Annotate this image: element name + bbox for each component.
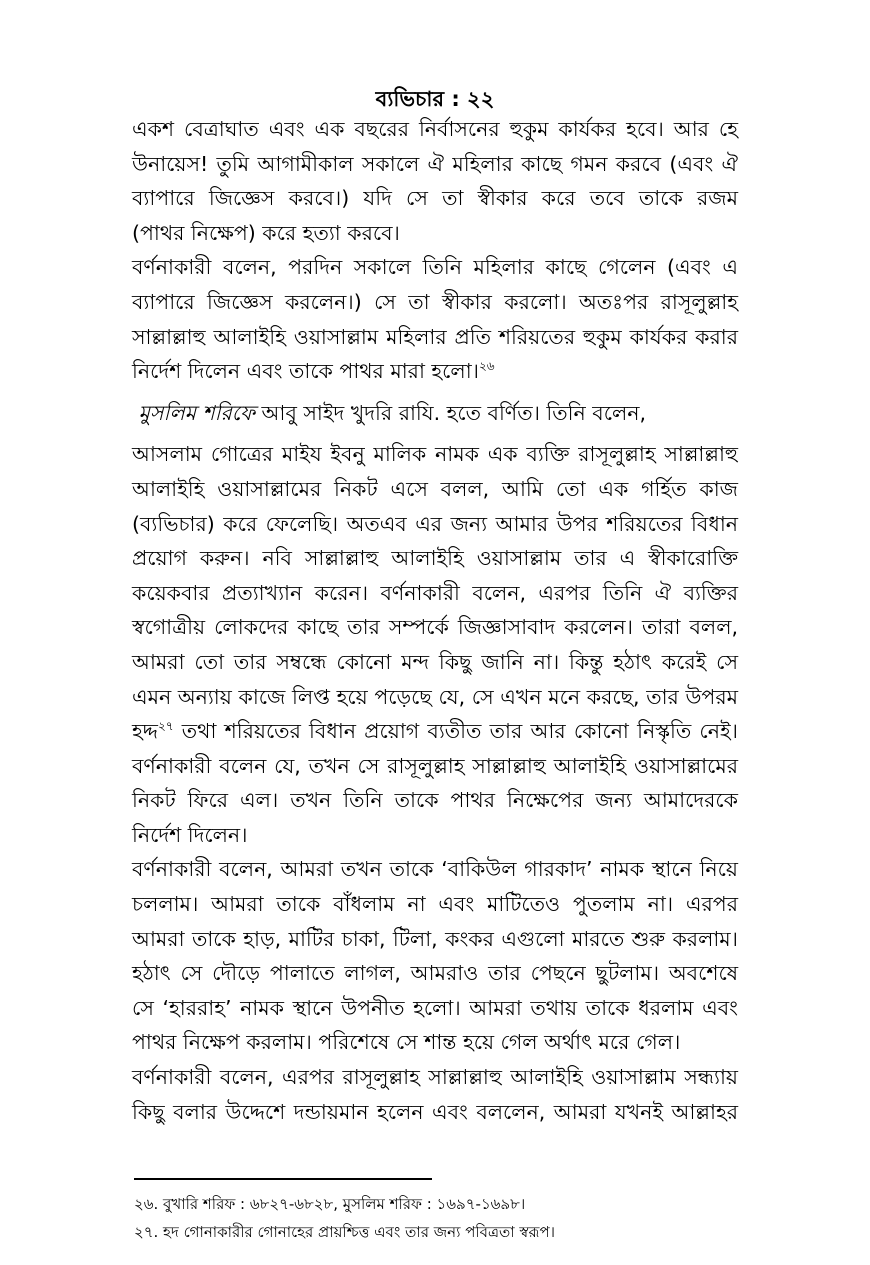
text-line: বর্ণনাকারী বলেন, পরদিন সকালে তিনি মহিলার কাছে গেলেন (এবং এ xyxy=(132,255,738,280)
text-line: উনায়েস! তুমি আগামীকাল সকালে ঐ মহিলার কাছে গমন করবে (এবং ঐ xyxy=(132,151,738,176)
text-line xyxy=(132,396,738,431)
text-line: ব্যাপারে জিজ্ঞেস করবে।) যদি সে তা স্বীকার করে তবে তাকে রজম xyxy=(132,186,738,211)
footnotes xyxy=(134,1190,555,1246)
text-line: চললাম। আমরা তাকে বাঁধলাম না এবং মাটিতেও পুতলাম না। এরপর xyxy=(132,892,738,917)
text-line: (পাথর নিক্ষেপ) করে হত্যা করবে। xyxy=(132,220,400,245)
text-line-content: নির্দেশ দিলেন এবং তাকে পাথর মারা হলো। xyxy=(132,359,479,384)
text-line: আলাইহি ওয়াসাল্লামের নিকট এসে বলল, আমি তো এক গর্হিত কাজ xyxy=(132,476,738,501)
footnote-ref-27: ২৭ xyxy=(157,719,174,734)
text-line-content: আবু সাইদ খুদরি রাযি. হতে বর্ণিত। তিনি বলেন, xyxy=(261,400,646,425)
text-line: নিকট ফিরে এল। তখন তিনি তাকে পাথর নিক্ষেপের জন্য আমাদেরকে xyxy=(132,788,738,813)
text-line xyxy=(132,354,738,389)
text-line: আমরা তো তার সম্বন্ধে কোনো মন্দ কিছু জানি না। কিন্তু হঠাৎ করেই সে xyxy=(132,649,738,674)
text-line: বর্ণনাকারী বলেন, এরপর রাসূলুল্লাহ সাল্লাল্লাহু আলাইহি ওয়াসাল্লাম সন্ধ্যায় xyxy=(132,1065,738,1090)
text-line: সে ‘হাররাহ’ নামক স্থানে উপনীত হলো। আমরা তথায় তাকে ধরলাম এবং xyxy=(132,995,738,1020)
text-line-content: হদ্দ xyxy=(132,719,158,744)
text-line: নির্দেশ দিলেন। xyxy=(132,822,248,847)
text-line: আসলাম গোত্রের মাইয ইবনু মালিক নামক এক ব্যক্তি রাসূলুল্লাহ সাল্লাল্লাহু xyxy=(132,442,738,467)
text-line: কিছু বলার উদ্দেশে দন্ডায়মান হলেন এবং বললেন, আমরা যখনই আল্লাহর xyxy=(132,1099,738,1124)
text-line: এমন অন্যায় কাজে লিপ্ত হয়ে পড়েছে যে, সে এখন মনে করছে, তার উপরম xyxy=(132,684,738,709)
text-line: বর্ণনাকারী বলেন যে, তখন সে রাসূলুল্লাহ সাল্লাল্লাহু আলাইহি ওয়াসাল্লামের xyxy=(132,753,738,778)
text-line: প্রয়োগ করুন। নবি সাল্লাল্লাহু আলাইহি ওয়াসাল্লাম তার এ স্বীকারোক্তি xyxy=(132,546,738,571)
text-line: আমরা তাকে হাড়, মাটির চাকা, টিলা, কংকর এগুলো মারতে শুরু করলাম। xyxy=(132,926,738,951)
text-line: বর্ণনাকারী বলেন, আমরা তখন তাকে ‘বাকিউল গারকাদ’ নামক স্থানে নিয়ে xyxy=(132,857,738,882)
text-line: হঠাৎ সে দৌড়ে পালাতে লাগল, আমরাও তার পেছনে ছুটলাম। অবশেষে xyxy=(132,961,738,986)
source-title: মুসলিম শরিফে xyxy=(138,400,255,425)
text-line: (ব্যভিচার) করে ফেলেছি। অতএব এর জন্য আমার উপর শরিয়তের বিধান xyxy=(132,511,738,536)
text-line: পাথর নিক্ষেপ করলাম। পরিশেষে সে শান্ত হয়ে গেল অর্থাৎ মরে গেল। xyxy=(132,1030,681,1055)
footnote-27: ২৭. হদ গোনাকারীর গোনাহের প্রায়শ্চিত্ত এবং তার জন্য পবিত্রতা স্বরূপ। xyxy=(134,1223,556,1241)
text-line: ব্যাপারে জিজ্ঞেস করলেন।) সে তা স্বীকার করলো। অতঃপর রাসূলুল্লাহ xyxy=(132,289,738,314)
body-text xyxy=(132,112,738,1129)
text-line: স্বগোত্রীয় লোকদের কাছে তার সম্পর্কে জিজ্ঞাসাবাদ করলেন। তারা বলল, xyxy=(132,615,738,640)
text-line xyxy=(132,714,738,749)
text-line: কয়েকবার প্রত্যাখ্যান করেন। বর্ণনাকারী বলেন, এরপর তিনি ঐ ব্যক্তির xyxy=(132,580,738,605)
page-header: ব্যভিচার : ২২ xyxy=(375,87,495,111)
text-line-content: তথা শরিয়তের বিধান প্রয়োগ ব্যতীত তার আর কোনো নিস্কৃতি নেই। xyxy=(181,719,738,744)
text-line: সাল্লাল্লাহু আলাইহি ওয়াসাল্লাম মহিলার প্রতি শরিয়তের হুকুম কার্যকর করার xyxy=(132,324,738,349)
text-line: একশ বেত্রাঘাত এবং এক বছরের নির্বাসনের হুকুম কার্যকর হবে। আর হে xyxy=(132,117,738,141)
footnote-ref-26: ২৬ xyxy=(478,359,495,374)
footnote-26: ২৬. বুখারি শরিফ : ৬৮২৭-৬৮২৮, মুসলিম শরিফ : ১৬৯৭-১৬৯৮। xyxy=(134,1195,526,1213)
footnote-divider xyxy=(134,1178,432,1180)
